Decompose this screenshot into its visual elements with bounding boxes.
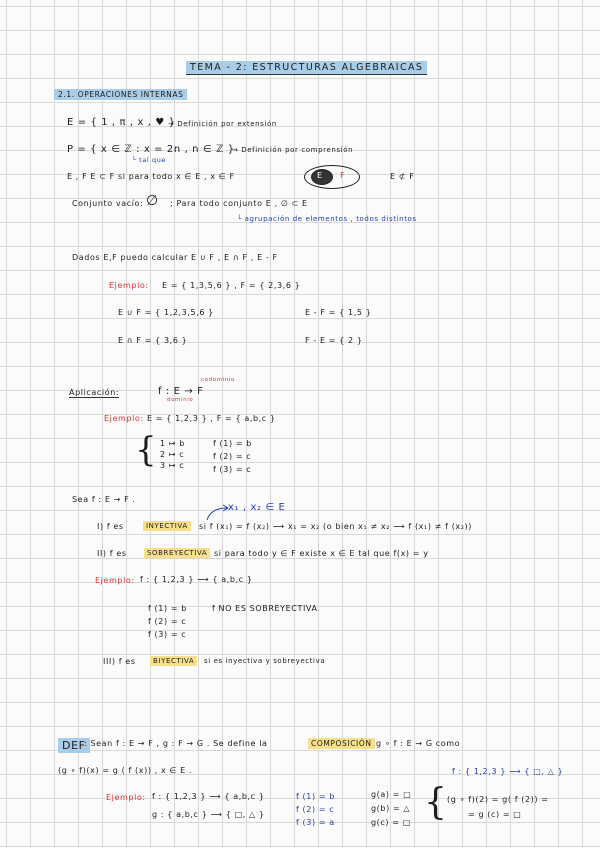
composition-signature: g ∘ f : E → G como bbox=[376, 739, 461, 748]
example-3-map: f : { 1,2,3 } ⟶ { a,b,c } bbox=[140, 575, 253, 584]
map-row-3: 3 ↦ c bbox=[160, 461, 185, 470]
difference-f-e: F - E = { 2 } bbox=[305, 336, 363, 345]
example-2-label: Ejemplo: bbox=[104, 414, 144, 423]
injective-term: INYECTIVA bbox=[143, 521, 191, 531]
example-4-f: f : { 1,2,3 } ⟶ { a,b,c } bbox=[152, 792, 265, 801]
codomain-label: codominio bbox=[201, 377, 235, 383]
comprehension-note: → Definición por comprensión bbox=[232, 146, 354, 154]
map-value-2: f (2) = c bbox=[213, 452, 252, 461]
empty-set-note: └ agrupación de elementos , todos distintos bbox=[237, 215, 417, 223]
definition-text: : Sean f : E → F , g : F → G . Se define la bbox=[84, 739, 268, 748]
difference-e-f: E - F = { 1,5 } bbox=[305, 308, 372, 317]
map-value-1: f (1) = b bbox=[213, 439, 252, 448]
venn-label-e: E bbox=[317, 171, 323, 180]
example-4-f-value-3: f (3) = a bbox=[296, 818, 335, 827]
example-4-g: g : { a,b,c } ⟶ { □, △ } bbox=[152, 810, 265, 819]
example-3-value-1: f (1) = b bbox=[148, 604, 187, 613]
example-2-sets: E = { 1,2,3 } , F = { a,b,c } bbox=[147, 414, 276, 423]
example-4-result-1: (g ∘ f)(2) = g( f (2)) = bbox=[447, 795, 549, 804]
intersection-result: E ∩ F = { 3,6 } bbox=[118, 336, 188, 345]
domain-label: dominio bbox=[167, 397, 194, 403]
venn-label-f: F bbox=[340, 171, 346, 180]
map-row-2: 2 ↦ c bbox=[160, 450, 185, 459]
example-4-g-value-1: g(a) = □ bbox=[371, 790, 412, 799]
example-4-f-value-1: f (1) = b bbox=[296, 792, 335, 801]
example-4-g-value-2: g(b) = △ bbox=[371, 804, 411, 813]
side-map: f : { 1,2,3 } ⟶ { □, △ } bbox=[452, 767, 564, 776]
example-1-label: Ejemplo: bbox=[109, 281, 149, 290]
composition-formula: (g ∘ f)(x) = g ( f (x)) , x ∈ E . bbox=[58, 766, 193, 775]
section-heading: 2.1. OPERACIONES INTERNAS bbox=[54, 89, 187, 100]
surjective-term: SOBREYECTIVA bbox=[144, 548, 210, 558]
injective-definition: si f (x₁) = f (x₂) ⟶ x₁ = x₂ (o bien x₁ ≠ x₂ ⟶ f (x₁) ≠ f (x₂)) bbox=[199, 522, 472, 531]
not-subset: E ⊄ F bbox=[390, 172, 415, 181]
example-3-label: Ejemplo: bbox=[95, 576, 135, 585]
example-4-label: Ejemplo: bbox=[106, 793, 146, 802]
bijective-definition: si es inyectiva y sobreyectiva bbox=[204, 657, 326, 665]
operations-intro: Dados E,F puedo calcular E ∪ F , E ∩ F , E - F bbox=[72, 253, 278, 262]
map-value-3: f (3) = c bbox=[213, 465, 252, 474]
surjective-prefix: II) f es bbox=[97, 549, 127, 558]
bijective-term: BIYECTIVA bbox=[150, 656, 197, 666]
definition-label: DEF bbox=[58, 738, 90, 753]
injective-prefix: I) f es bbox=[97, 522, 124, 531]
extension-set: E = { 1 , π , x , ♥ } bbox=[67, 117, 176, 128]
tal-que-note: └ tal que bbox=[132, 156, 167, 164]
example-4-result-2: = g (c) = □ bbox=[468, 810, 522, 819]
empty-set-icon: ∅ bbox=[146, 193, 159, 209]
bijective-prefix: III) f es bbox=[103, 657, 136, 666]
application-label: Aplicación: bbox=[69, 388, 120, 397]
map-row-1: 1 ↦ b bbox=[160, 439, 185, 448]
union-result: E ∪ F = { 1,2,3,5,6 } bbox=[118, 308, 214, 317]
page-title: TEMA - 2: ESTRUCTURAS ALGEBRAICAS bbox=[186, 61, 427, 75]
let-f: Sea f : E → F . bbox=[72, 495, 136, 504]
empty-set-rule: ; Para todo conjunto E , ∅ ⊂ E bbox=[170, 199, 308, 208]
composition-term: COMPOSICIÓN bbox=[308, 738, 375, 749]
extension-note: → Definición por extensión bbox=[168, 120, 277, 128]
not-surjective: f NO ES SOBREYECTIVA bbox=[212, 604, 318, 613]
comprehension-set: P = { x ∈ ℤ : x = 2n , n ∈ ℤ } bbox=[67, 144, 235, 155]
map-definition: f : E → F bbox=[158, 386, 204, 397]
example-3-value-2: f (2) = c bbox=[148, 617, 187, 626]
surjective-definition: si para todo y ∈ F existe x ∈ E tal que f(x) = y bbox=[214, 549, 429, 558]
result-brace: { bbox=[424, 782, 447, 823]
subset-definition: E , F E ⊂ F si para todo x ∈ E , x ∈ F bbox=[67, 172, 235, 181]
elements-x1-x2: x₁ , x₂ ∈ E bbox=[228, 502, 286, 513]
example-4-f-value-2: f (2) = c bbox=[296, 805, 335, 814]
empty-set-label: Conjunto vacío: bbox=[72, 199, 144, 208]
example-4-g-value-3: g(c) = □ bbox=[371, 818, 411, 827]
example-1-sets: E = { 1,3,5,6 } , F = { 2,3,6 } bbox=[162, 281, 301, 290]
mapping-brace: { bbox=[135, 430, 157, 470]
example-3-value-3: f (3) = c bbox=[148, 630, 187, 639]
